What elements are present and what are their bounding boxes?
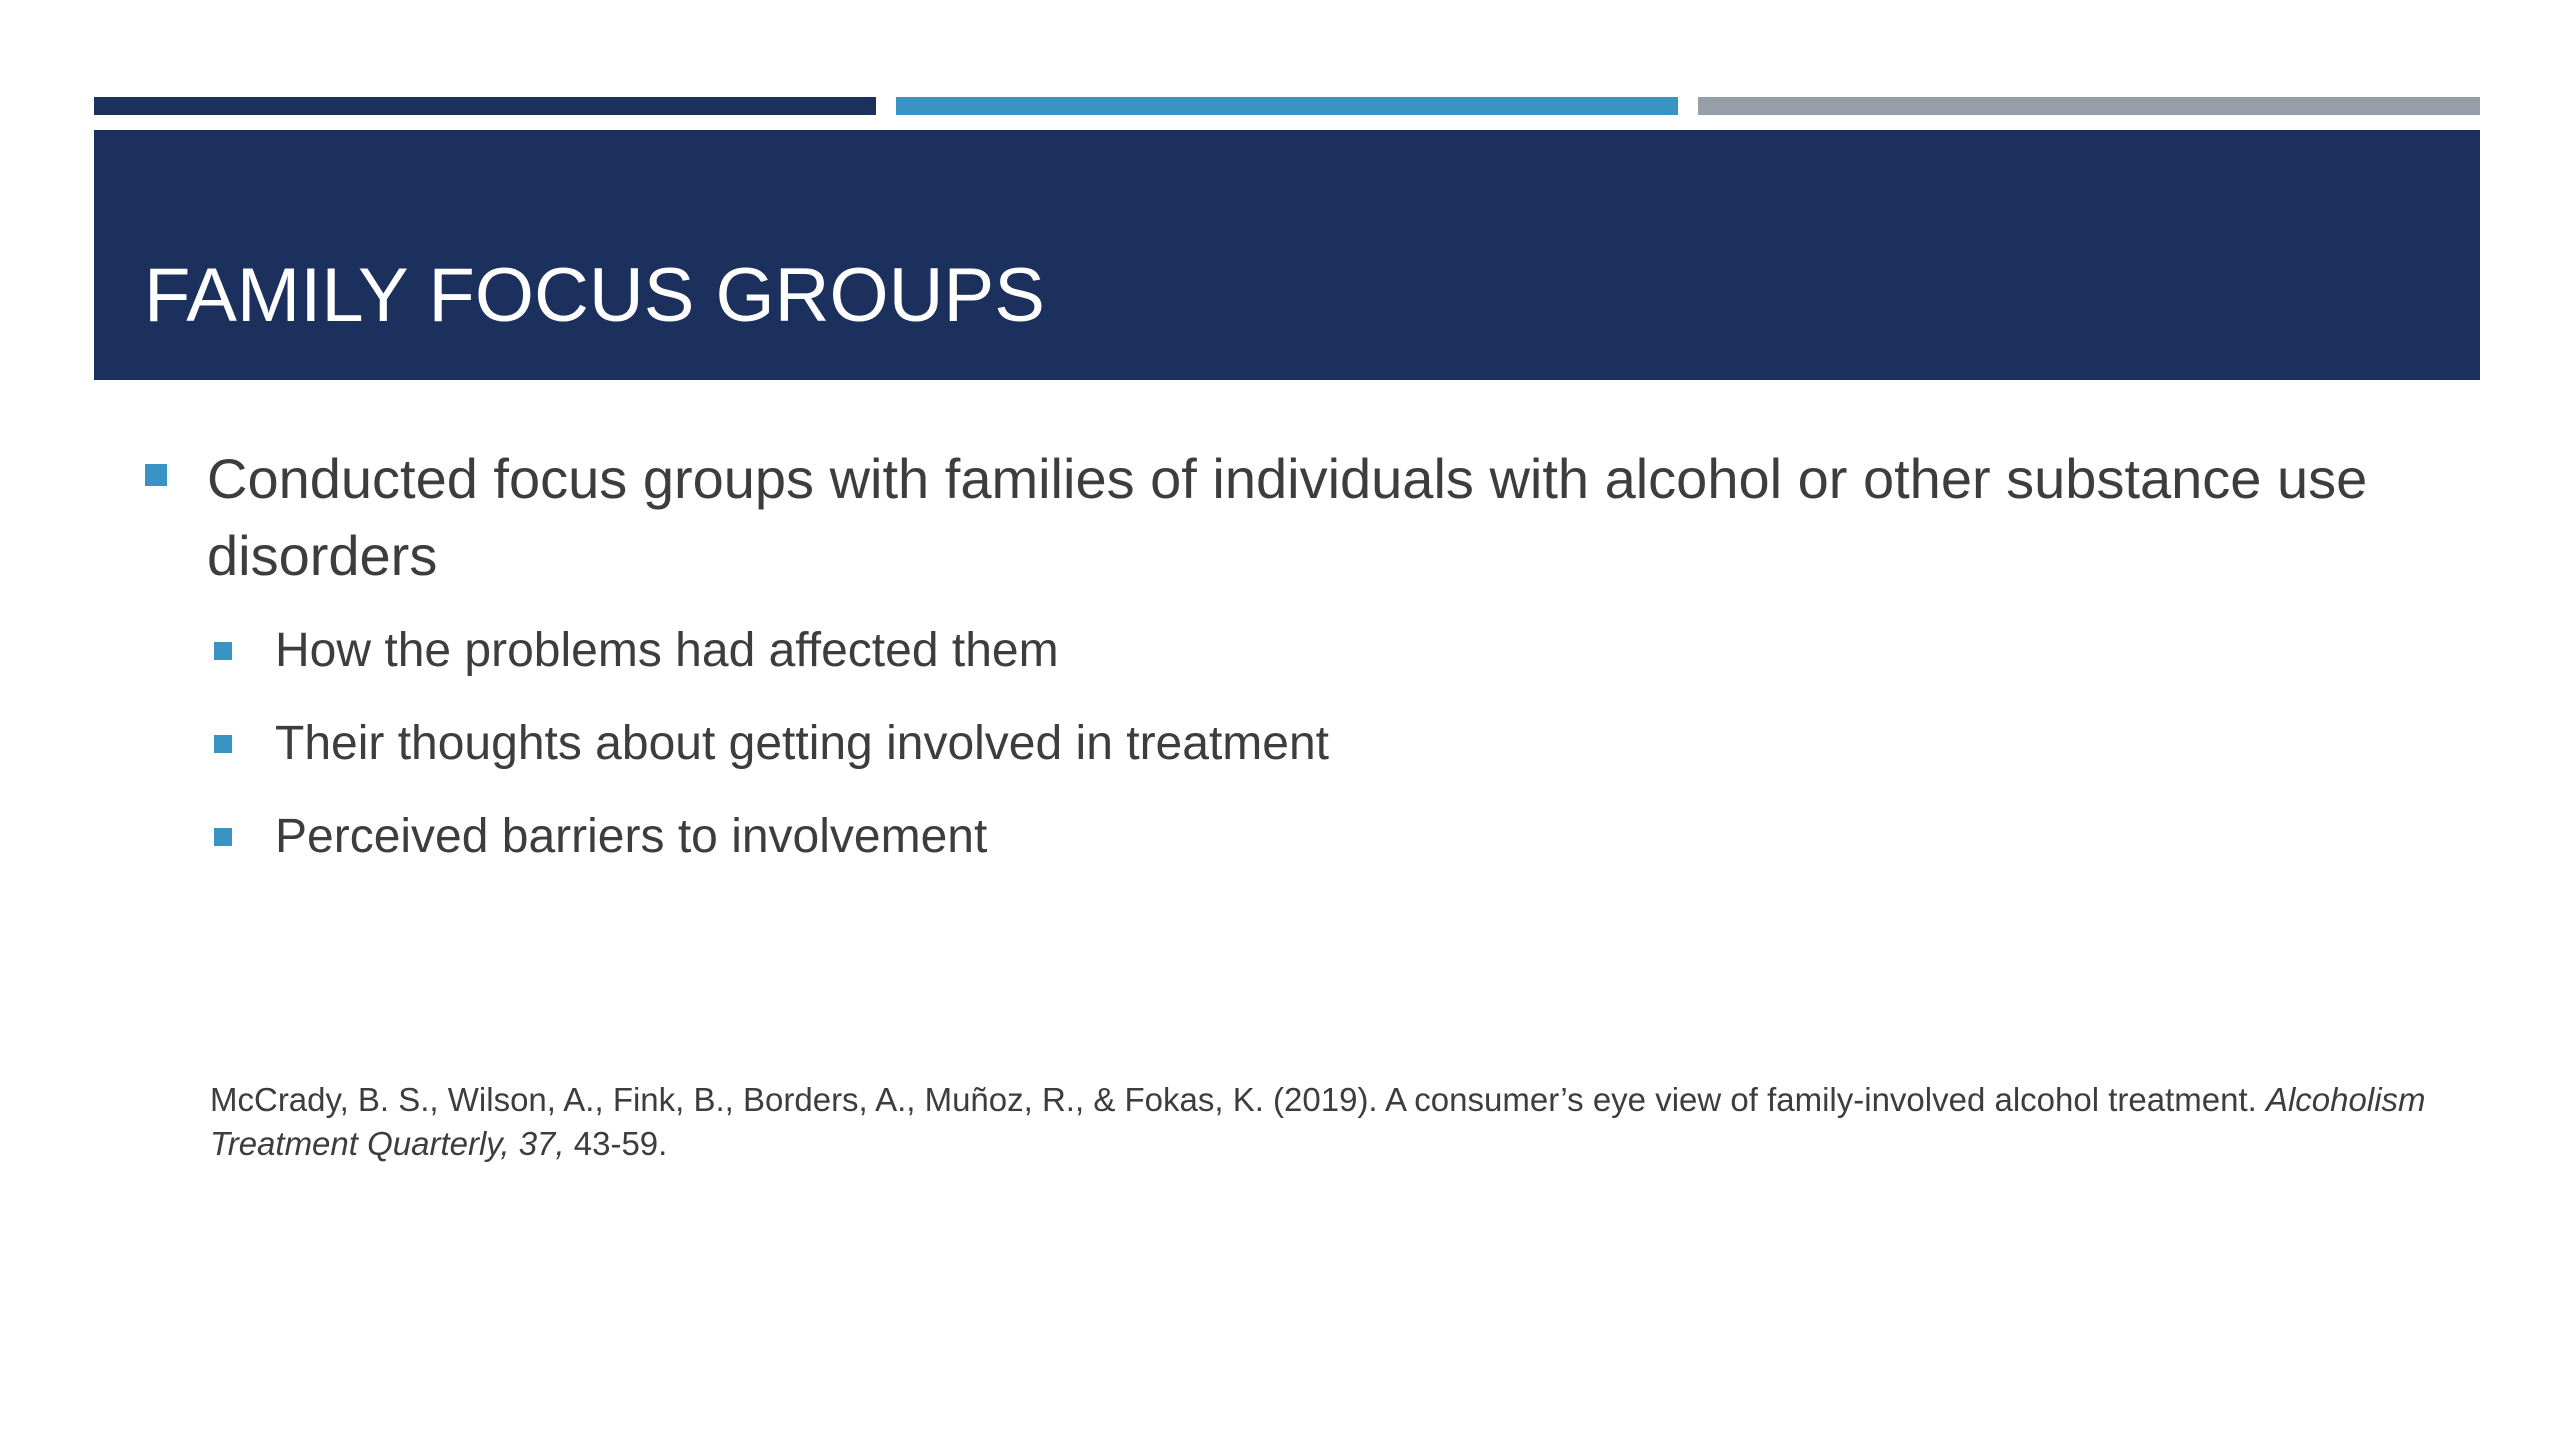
sub-bullet-text: Their thoughts about getting involved in treatment	[275, 717, 1329, 770]
bullet-square-icon	[214, 828, 232, 846]
slide-title: FAMILY FOCUS GROUPS	[144, 253, 1045, 338]
sub-bullet-text: Perceived barriers to involvement	[275, 810, 988, 863]
bullet-square-icon	[214, 735, 232, 753]
bullet-square-icon	[145, 464, 167, 486]
citation	[210, 1078, 2460, 1166]
citation-pages: 43-59.	[564, 1125, 668, 1162]
citation-authors: McCrady, B. S., Wilson, A., Fink, B., Borders, A., Muñoz, R., & Fokas, K. (2019). A consumer’s eye view of family-involved alcohol treatment.	[210, 1081, 2266, 1118]
sub-bullet-text: How the problems had affected them	[275, 624, 1059, 677]
citation-journal: Alcoholism Treatment Quarterly, 37,	[210, 1081, 2426, 1162]
bullet-square-icon	[214, 642, 232, 660]
main-bullet-text: Conducted focus groups with families of individuals with alcohol or other substance use disorders	[207, 447, 2368, 587]
